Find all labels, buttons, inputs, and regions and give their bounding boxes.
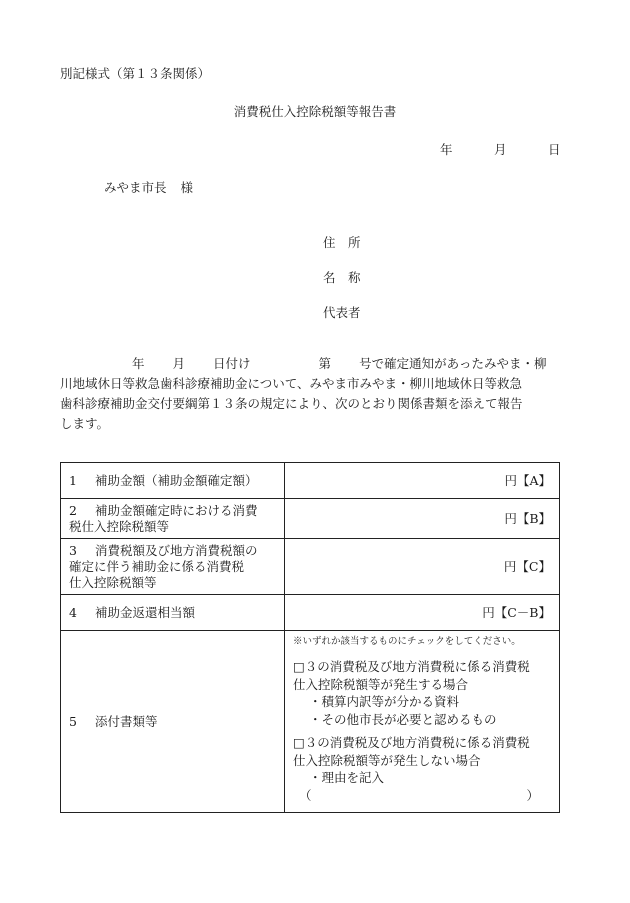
row-2-value: 円【B】 [285,499,560,539]
date-year: 年 [440,142,453,157]
row-1-value: 円【A】 [285,463,560,499]
option-taxable-line2: 仕入控除税額等が発生する場合 [293,676,469,692]
row-3-label: 3 消費税額及び地方消費税額の 確定に伴う補助金に係る消費税 仕入控除税額等 [61,539,285,595]
report-table [60,462,560,813]
table-row [61,539,560,595]
reason-field: （ ） [299,787,539,803]
applicant-representative-label: 代表者 [323,305,361,320]
body-line-1: 年 月 日付け 第 号で確定通知があったみやま・柳 [132,356,547,371]
row-4-value: 円【C－B】 [285,595,560,631]
row-5-label: 5 添付書類等 [61,631,285,813]
document-title: 消費税仕入控除税額等報告書 [233,104,397,119]
body-line-2: 川地域休日等救急歯科診療補助金について、みやま市みやま・柳川地域休日等救急 [60,376,523,391]
form-type-label: 別記様式（第１３条関係） [60,66,211,81]
attachments-cell [285,631,560,813]
date-day: 日 [548,142,561,157]
option-non-taxable-line1: □３の消費税及び地方消費税に係る消費税 [293,735,530,750]
addressee-name: みやま市長 [104,180,167,195]
table-row [61,595,560,631]
table-row [61,463,560,499]
addressee-honorific: 様 [180,180,194,195]
row-2-label: 2 補助金額確定時における消費 税仕入控除税額等 [61,499,285,539]
table-row [61,631,560,813]
row-1-label: 1 補助金額（補助金額確定額） [61,463,285,499]
option-non-taxable-line2: 仕入控除税額等が発生しない場合 [293,752,481,768]
applicant-address-label: 住 所 [323,235,361,250]
row-3-value: 円【C】 [285,539,560,595]
table-row [61,499,560,539]
body-line-3: 歯科診療補助金交付要綱第１３条の規定により、次のとおり関係書類を添えて報告 [60,396,523,411]
option-taxable-bullet2: ・その他市長が必要と認めるもの [309,711,497,727]
addressee [104,178,193,196]
body-paragraph [60,354,566,434]
option-non-taxable [293,734,551,804]
option-taxable-line1: □３の消費税及び地方消費税に係る消費税 [293,659,530,674]
date-month: 月 [494,142,507,157]
row-4-label: 4 補助金返還相当額 [61,595,285,631]
check-note: ※いずれか該当するものにチェックをしてください。 [293,636,521,647]
option-non-taxable-bullet1: ・理由を記入 [309,770,385,785]
date-line [440,140,560,158]
option-taxable [293,658,551,728]
option-taxable-bullet1: ・積算内訳等が分かる資料 [309,694,460,709]
applicant-name-label: 名 称 [323,270,361,285]
body-line-4: します。 [60,416,110,431]
